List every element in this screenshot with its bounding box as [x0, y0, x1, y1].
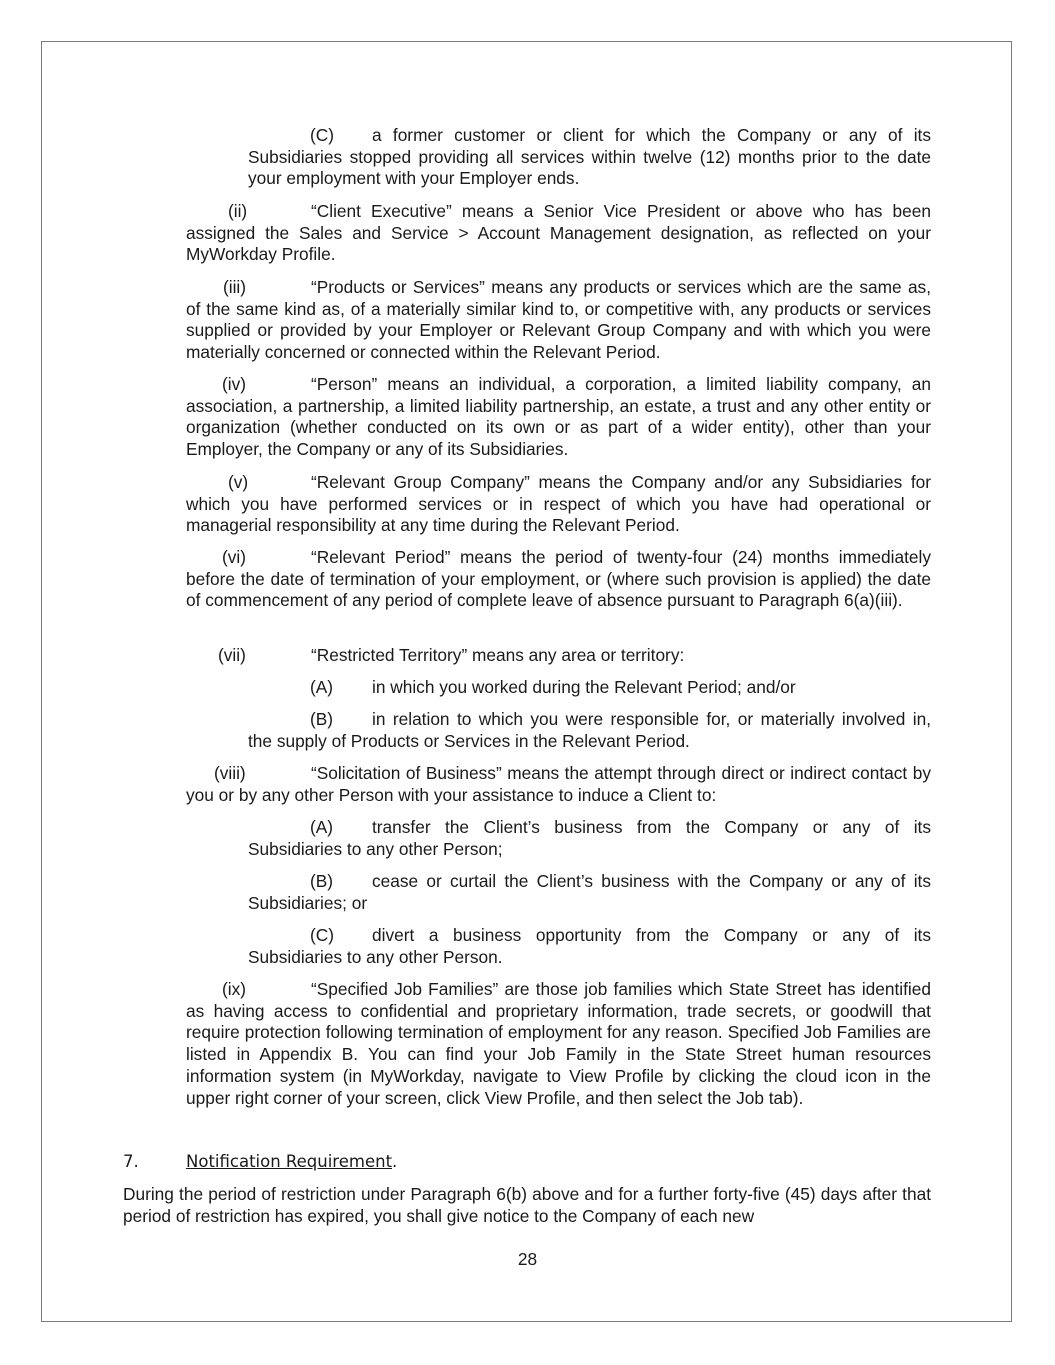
item-text: in which you worked during the Relevant Period; and/or — [372, 677, 796, 697]
item-text: “Relevant Period” means the period of twenty-four (24) months immediately before the date of termination of your employment, or (where such provision is applied) the date of commencement of any period of complete leave of absence pursuant to Paragraph 6(a)(iii). — [186, 547, 931, 611]
paragraph-viii-b — [248, 871, 931, 914]
item-label: (A) — [310, 817, 334, 837]
paragraph-viii-solicitation-of-business — [186, 763, 931, 806]
section-7-body: During the period of restriction under Paragraph 6(b) above and for a further forty-five (45) days after that period of restriction has expired, you shall give notice to the Company of each new — [123, 1184, 931, 1226]
paragraph-vii-a — [248, 677, 931, 699]
paragraph-iv-person — [186, 374, 931, 461]
item-label: (B) — [310, 709, 334, 729]
page-number: 28 — [517, 1249, 538, 1269]
item-label: (B) — [310, 871, 334, 891]
item-label: (viii) — [214, 763, 246, 783]
item-label: (ii) — [228, 201, 248, 221]
section-title: Notification Requirement — [186, 1152, 393, 1171]
item-label: (iii) — [223, 277, 247, 297]
item-label: (vi) — [222, 547, 246, 567]
paragraph-ii-client-executive — [186, 201, 931, 266]
item-label: (v) — [228, 472, 249, 492]
paragraph-vi-relevant-period — [186, 547, 931, 612]
item-text: a former customer or client for which the Company or any of its Subsidiaries stopped providing all services within twelve (12) months prior to the date your employment with your Employer ends. — [248, 125, 931, 189]
paragraph-vii-b — [248, 709, 931, 752]
paragraph-viii-a — [248, 817, 931, 860]
item-label: (A) — [310, 677, 334, 697]
item-text: “Relevant Group Company” means the Company and/or any Subsidiaries for which you have performed services or in respect of which you have had operational or managerial responsibility at any time during the Relevant Period. — [186, 472, 931, 536]
item-label: (C) — [310, 125, 334, 145]
paragraph-viii-c — [248, 925, 931, 968]
paragraph-ix-specified-job-families — [186, 979, 931, 1109]
item-text: “Products or Services” means any products or services which are the same as, of the same kind as, of a materially similar kind to, or competitive with, any products or services supplied or provided by your Employer or Relevant Group Company and with which you were materially concerned or connected within the Relevant Period. — [186, 277, 931, 363]
item-label: (C) — [310, 925, 334, 945]
item-text: cease or curtail the Client’s business with the Company or any of its Subsidiaries; or — [248, 871, 931, 913]
item-label: (ix) — [222, 979, 246, 999]
paragraph-iii-products-or-services — [186, 277, 931, 364]
item-text: “Client Executive” means a Senior Vice President or above who has been assigned the Sales and Service > Account Management designation, as reflected on your MyWorkday Profile. — [186, 201, 931, 265]
item-text: divert a business opportunity from the Company or any of its Subsidiaries to any other Person. — [248, 925, 931, 967]
paragraph-vii-restricted-territory — [186, 645, 931, 667]
section-title-period: . — [392, 1152, 398, 1171]
item-label: (vii) — [218, 645, 246, 665]
paragraph-v-relevant-group-company — [186, 472, 931, 537]
item-text: transfer the Client’s business from the Company or any of its Subsidiaries to any other Person; — [248, 817, 931, 859]
item-text: “Person” means an individual, a corporation, a limited liability company, an association, a partnership, a limited liability partnership, an estate, a trust and any other entity or organization (whether conducted on its own or as part of a wider entity), other than your Employer, the Company or any of its Subsidiaries. — [186, 374, 931, 460]
paragraph-c-former-customer — [248, 125, 931, 190]
item-text: “Specified Job Families” are those job families which State Street has identified as having access to confidential and proprietary information, trade secrets, or goodwill that require protection following termination of employment for any reason. Specified Job Families are listed in Appendix B. You can find your Job Family in the State Street human resources information system (in MyWorkday, navigate to View Profile by clicking the cloud icon in the upper right corner of your screen, click View Profile, and then select the Job tab). — [186, 979, 931, 1108]
item-label: (iv) — [222, 374, 246, 394]
item-text: “Restricted Territory” means any area or territory: — [311, 645, 685, 665]
item-text: “Solicitation of Business” means the attempt through direct or indirect contact by you or by any other Person with your assistance to induce a Client to: — [186, 763, 931, 805]
item-text: in relation to which you were responsible for, or materially involved in, the supply of Products or Services in the Relevant Period. — [248, 709, 931, 751]
section-7-heading — [123, 1151, 397, 1173]
section-number: 7. — [123, 1152, 139, 1171]
